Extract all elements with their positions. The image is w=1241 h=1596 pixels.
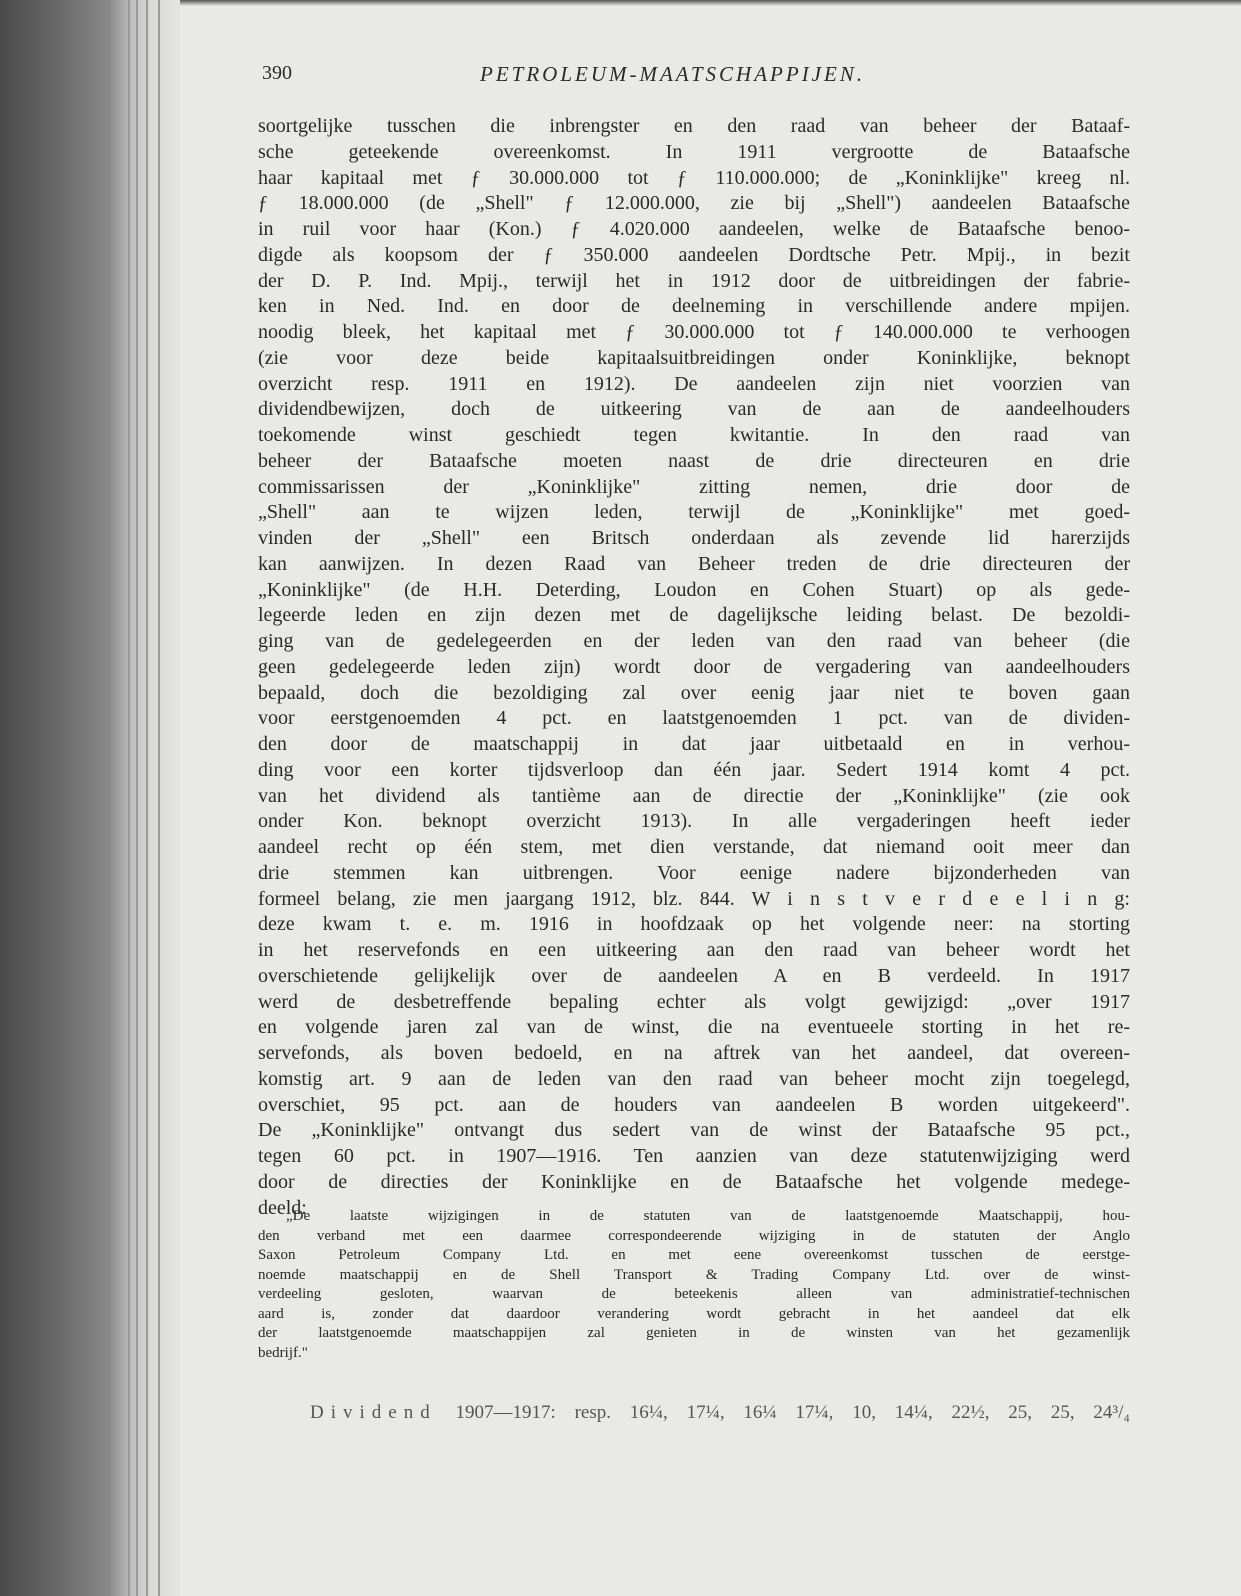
text-line: den door de maatschappij in dat jaar uitbetaald en in verhou- <box>258 733 1130 755</box>
text-line: in het reservefonds en een uitkeering aan den raad van beheer wordt het <box>258 939 1130 961</box>
quote-line: den verband met een daarmee correspondeerende wijziging in de statuten der Anglo <box>258 1227 1130 1244</box>
text-line: (zie voor deze beide kapitaalsuitbreidingen onder Koninklijke, beknopt <box>258 346 1130 369</box>
quote-line: aard is, zonder dat daardoor verandering wordt gebracht in het aandeel dat elk <box>258 1305 1130 1322</box>
text-line: werd de desbetreffende bepaling echter als volgt gewijzigd: „over 1917 <box>258 990 1130 1013</box>
text-line: der D. P. Ind. Mpij., terwijl het in 1912 door de uitbreidingen der fabrie- <box>258 269 1130 292</box>
text-line: ding voor een korter tijdsverloop dan één jaar. Sedert 1914 komt 4 pct. <box>258 758 1130 781</box>
text-line: onder Kon. beknopt overzicht 1913). In alle vergaderingen heeft ieder <box>258 810 1130 833</box>
dividend-line <box>310 1402 1130 1424</box>
quote-line: der laatstgenoemde maatschappijen zal genieten in de winsten van het gezamenlijk <box>258 1325 1130 1341</box>
running-title: PETROLEUM-MAATSCHAPPIJEN. <box>480 62 866 86</box>
text-line: commissarissen der „Koninklijke" zitting nemen, drie door de <box>258 475 1130 498</box>
text-line: en volgende jaren zal van de winst, die na eventueele storting in het re- <box>258 1016 1130 1039</box>
text-line: bepaald, doch die bezoldiging zal over eenig jaar niet te boven gaan <box>258 681 1130 704</box>
text-line: overschiet, 95 pct. aan de houders van aandeelen B worden uitgekeerd". <box>258 1093 1130 1116</box>
text-line: overzicht resp. 1911 en 1912). De aandeelen zijn niet voorzien van <box>258 372 1130 395</box>
text-line: vinden der „Shell" een Britsch onderdaan als zevende lid harerzijds <box>258 527 1130 549</box>
text-line: ken in Ned. Ind. en door de deelneming in verschillende andere mpijen. <box>258 295 1130 318</box>
book-spine-edge <box>0 0 180 1596</box>
text-line: ƒ 18.000.000 (de „Shell" ƒ 12.000.000, zie bij „Shell") aandeelen Bataafsche <box>258 192 1130 215</box>
text-line: ging van de gedelegeerden en der leden van den raad van beheer (die <box>258 630 1130 652</box>
text-line: dividendbewijzen, doch de uitkeering van de aan de aandeelhouders <box>258 398 1130 421</box>
quote-line: noemde maatschappij en de Shell Transport & Trading Company Ltd. over de winst- <box>258 1266 1130 1283</box>
dividend-label: Dividend <box>310 1402 437 1423</box>
page-top-shadow <box>180 0 1241 6</box>
text-line: geen gedelegeerde leden zijn) wordt door de vergadering van aandeelhouders <box>258 655 1130 678</box>
quote-line: bedrijf." <box>258 1344 308 1361</box>
main-text <box>258 114 1130 1221</box>
text-line: door de directies der Koninklijke en de Bataafsche het volgende medege- <box>258 1170 1130 1193</box>
page-number: 390 <box>262 62 292 84</box>
text-line: deeld: <box>258 1196 307 1219</box>
text-line: De „Koninklijke" ontvangt dus sedert van de winst der Bataafsche 95 pct., <box>258 1119 1130 1142</box>
text-line: kan aanwijzen. In dezen Raad van Beheer treden de drie directeuren der <box>258 552 1130 575</box>
dividend-values: 1907—1917: resp. 16¼, 17¼, 16¼ 17¼, 10, 14¼, 22½, 25, 25, 24³/₄ <box>455 1402 1130 1423</box>
text-line: beheer der Bataafsche moeten naast de drie directeuren en drie <box>258 449 1130 472</box>
text-line: formeel belang, zie men jaargang 1912, blz. 844. W i n s t v e r d e e l i n g: <box>258 887 1130 910</box>
text-line: haar kapitaal met ƒ 30.000.000 tot ƒ 110.000.000; de „Koninklijke" kreeg nl. <box>258 166 1130 189</box>
quote-line: „De laatste wijzigingen in de statuten van de laatstgenoemde Maatschappij, hou- <box>286 1208 1130 1224</box>
text-line: legeerde leden en zijn dezen met de dagelijksche leiding belast. De bezoldi- <box>258 604 1130 627</box>
text-line: toekomende winst geschiedt tegen kwitantie. In den raad van <box>258 424 1130 446</box>
text-line: tegen 60 pct. in 1907—1916. Ten aanzien van deze statutenwijziging werd <box>258 1145 1130 1167</box>
text-line: „Shell" aan te wijzen leden, terwijl de „Koninklijke" met goed- <box>258 501 1130 524</box>
text-line: „Koninklijke" (de H.H. Deterding, Loudon en Cohen Stuart) op als gede- <box>258 578 1130 601</box>
text-line: van het dividend als tantième aan de directie der „Koninklijke" (zie ook <box>258 784 1130 807</box>
text-line: soortgelijke tusschen die inbrengster en den raad van beheer der Bataaf- <box>258 115 1130 137</box>
text-line: overschietende gelijkelijk over de aandeelen A en B verdeeld. In 1917 <box>258 964 1130 987</box>
text-line: aandeel recht op één stem, met dien verstande, dat niemand ooit meer dan <box>258 836 1130 858</box>
quote-line: Saxon Petroleum Company Ltd. en met eene overeenkomst tusschen de eerstge- <box>258 1247 1130 1263</box>
block-quote <box>258 1207 1130 1363</box>
text-line: voor eerstgenoemden 4 pct. en laatstgenoemden 1 pct. van de dividen- <box>258 707 1130 730</box>
text-line: servefonds, als boven bedoeld, en na aftrek van het aandeel, dat overeen- <box>258 1042 1130 1064</box>
text-line: komstig art. 9 aan de leden van den raad van beheer mocht zijn toegelegd, <box>258 1067 1130 1090</box>
text-line: sche geteekende overeenkomst. In 1911 vergrootte de Bataafsche <box>258 140 1130 163</box>
text-line: noodig bleek, het kapitaal met ƒ 30.000.000 tot ƒ 140.000.000 te verhoogen <box>258 321 1130 343</box>
text-line: in ruil voor haar (Kon.) ƒ 4.020.000 aandeelen, welke de Bataafsche benoo- <box>258 218 1130 240</box>
quote-line: verdeeling gesloten, waarvan de beteekenis alleen van administratief-technischen <box>258 1286 1130 1302</box>
text-line: drie stemmen kan uitbrengen. Voor eenige nadere bijzonderheden van <box>258 861 1130 884</box>
text-line: digde als koopsom der ƒ 350.000 aandeelen Dordtsche Petr. Mpij., in bezit <box>258 243 1130 266</box>
text-line: deze kwam t. e. m. 1916 in hoofdzaak op het volgende neer: na storting <box>258 913 1130 936</box>
